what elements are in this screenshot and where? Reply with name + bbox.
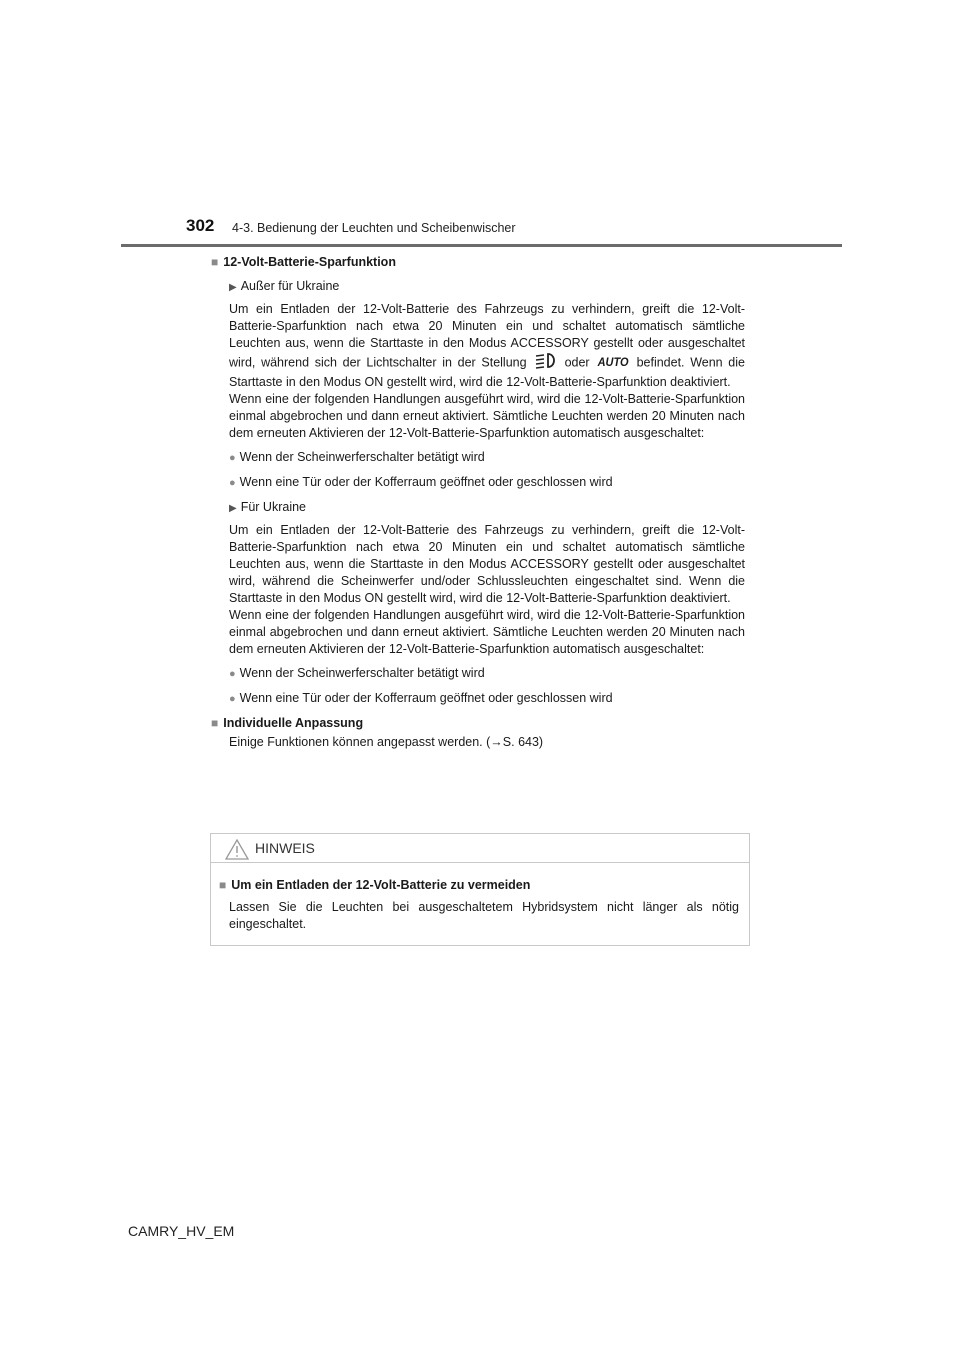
notice-title: HINWEIS	[255, 840, 315, 856]
triangle-right-icon: ▶	[229, 503, 237, 514]
square-bullet-icon: ■	[219, 878, 227, 892]
bullet-text: Wenn eine Tür oder der Kofferraum geöffnet oder geschlossen wird	[239, 691, 613, 705]
battery-saver-heading	[211, 254, 745, 271]
circle-bullet-icon: ●	[229, 693, 236, 705]
page-number: 302	[186, 216, 215, 235]
document-code: CAMRY_HV_EM	[128, 1223, 235, 1239]
list-item	[229, 449, 745, 467]
warning-triangle-icon	[225, 839, 249, 865]
bullet-text: Wenn der Scheinwerferschalter betätigt wird	[239, 666, 485, 680]
heading-text: 12-Volt-Batterie-Sparfunktion	[223, 255, 396, 269]
square-bullet-icon: ■	[211, 255, 219, 269]
para-text: befindet. Wenn die Starttaste in den Modus ON gestellt wird, wird die 12-Volt-Batterie-Sparfunktion deaktiviert.	[229, 355, 745, 389]
ukraine-para2: Wenn eine der folgenden Handlungen ausgeführt wird, wird die 12-Volt-Batterie-Sparfunktion einmal abgebrochen und dann erneut aktiviert. Sämtliche Leuchten werden 20 Minuten nach dem erneuten Aktivieren der 12-Volt-Batterie-Sparfunktion automatisch ausgeschaltet:	[229, 608, 745, 656]
or-text: oder	[564, 355, 590, 370]
header-rule	[121, 244, 842, 247]
main-content	[211, 254, 745, 751]
bullet-text: Wenn der Scheinwerferschalter betätigt wird	[239, 450, 485, 464]
ukraine-label	[211, 499, 745, 517]
label-text: Außer für Ukraine	[240, 279, 340, 293]
heading-text: Individuelle Anpassung	[223, 716, 364, 730]
para-text: Um ein Entladen der 12-Volt-Batterie des Fahrzeugs zu verhindern, greift die 12-Volt-Batterie-Sparfunktion nach etwa 20 Minuten ein und schaltet automatisch sämtliche Leuchten aus, wenn die Starttaste in den Modus ACCESSORY gestellt oder ausgeschaltet wird, während sich der Lichtschalter in der Stellung	[229, 302, 745, 370]
notice-text: Lassen Sie die Leuchten bei ausgeschaltetem Hybridsystem nicht länger als nötig eingeschaltet.	[229, 900, 739, 931]
heading-text: Um ein Entladen der 12-Volt-Batterie zu vermeiden	[231, 878, 531, 892]
customization-heading	[211, 715, 745, 732]
circle-bullet-icon: ●	[229, 668, 236, 680]
section-title: 4-3. Bedienung der Leuchten und Scheibenwischer	[232, 221, 516, 235]
bullet-text: Wenn eine Tür oder der Kofferraum geöffnet oder geschlossen wird	[239, 475, 613, 489]
except-ukraine-para1	[229, 301, 745, 391]
except-ukraine-para2: Wenn eine der folgenden Handlungen ausgeführt wird, wird die 12-Volt-Batterie-Sparfunktion einmal abgebrochen und dann erneut aktiviert. Sämtliche Leuchten werden 20 Minuten nach dem erneuten Aktivieren der 12-Volt-Batterie-Sparfunktion automatisch ausgeschaltet:	[229, 392, 745, 440]
notice-box	[210, 833, 750, 946]
list-item	[229, 665, 745, 683]
headlight-icon	[533, 352, 559, 374]
except-ukraine-label	[211, 278, 745, 296]
circle-bullet-icon: ●	[229, 452, 236, 464]
notice-header	[211, 834, 749, 863]
label-text: Für Ukraine	[240, 500, 306, 514]
auto-icon: AUTO	[597, 356, 629, 370]
notice-heading	[219, 877, 739, 894]
triangle-right-icon: ▶	[229, 282, 237, 293]
notice-body	[211, 863, 749, 933]
customization-text: Einige Funktionen können angepasst werden. (→S. 643)	[229, 735, 544, 749]
list-item	[229, 474, 745, 492]
ukraine-para1: Um ein Entladen der 12-Volt-Batterie des Fahrzeugs zu verhindern, greift die 12-Volt-Batterie-Sparfunktion nach etwa 20 Minuten ein und schaltet automatisch sämtliche Leuchten aus, wenn die Starttaste in den Modus ACCESSORY gestellt oder ausgeschaltet wird, während die Scheinwerfer und/oder Schlussleuchten eingeschaltet sind. Wenn die Starttaste in den Modus ON gestellt wird, wird die 12-Volt-Batterie-Sparfunktion deaktiviert.	[229, 523, 745, 605]
square-bullet-icon: ■	[211, 716, 219, 730]
list-item	[229, 690, 745, 708]
circle-bullet-icon: ●	[229, 477, 236, 489]
